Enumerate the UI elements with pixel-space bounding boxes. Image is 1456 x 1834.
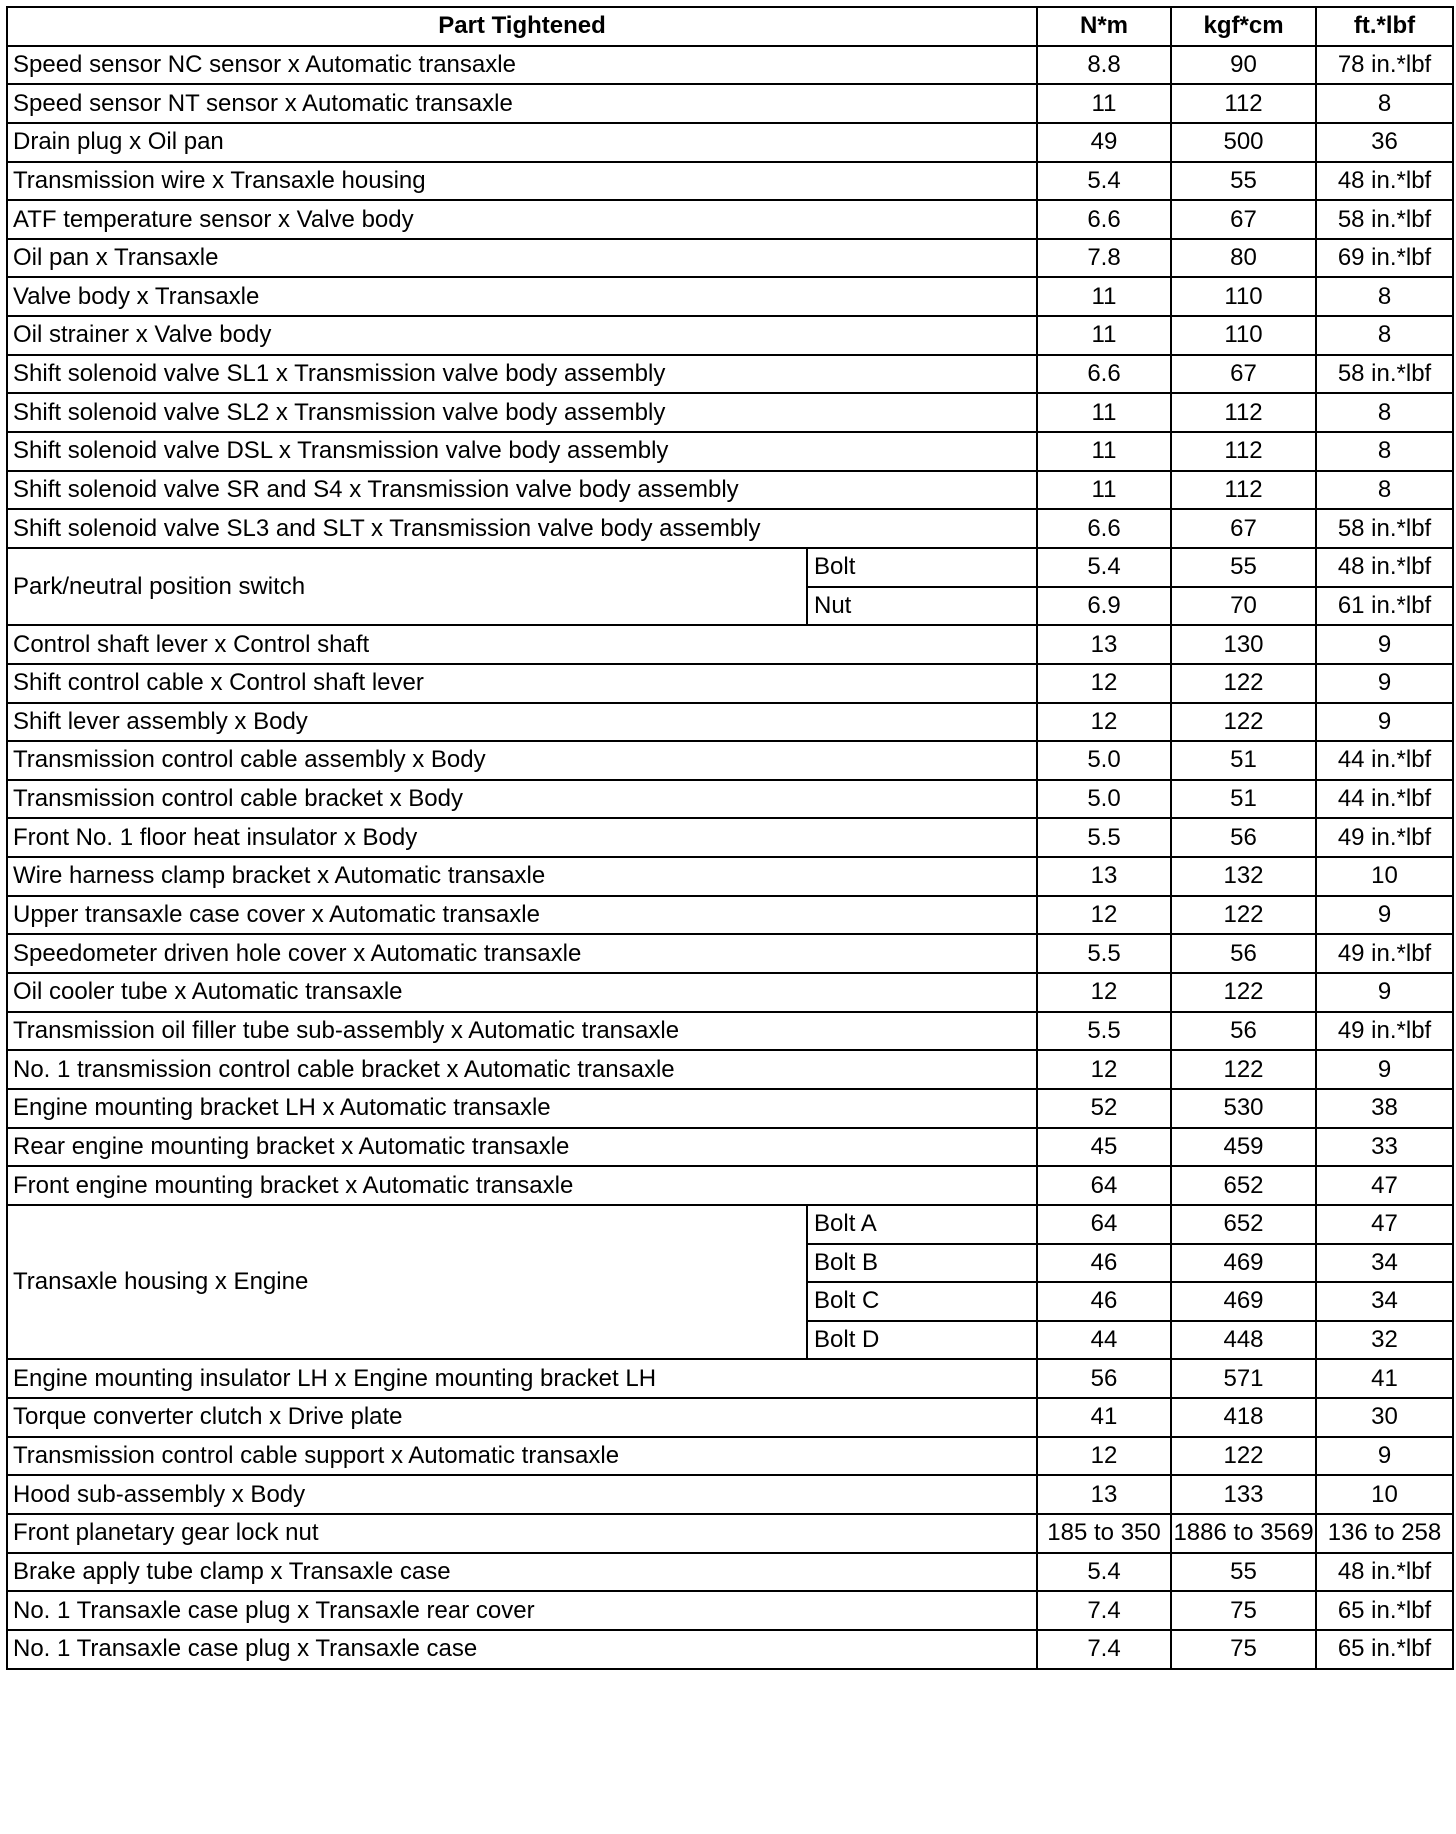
torque-kgf-cell: 122 xyxy=(1171,1050,1316,1089)
torque-nm-cell: 13 xyxy=(1037,857,1171,896)
torque-nm-cell: 7.4 xyxy=(1037,1630,1171,1669)
table-row xyxy=(7,818,1453,857)
torque-ft-cell: 8 xyxy=(1316,316,1453,355)
torque-kgf-cell: 110 xyxy=(1171,316,1316,355)
torque-ft-cell: 47 xyxy=(1316,1166,1453,1205)
torque-kgf-cell: 67 xyxy=(1171,509,1316,548)
torque-nm-cell: 45 xyxy=(1037,1128,1171,1167)
table-row xyxy=(7,471,1453,510)
torque-nm-cell: 5.4 xyxy=(1037,162,1171,201)
table-row xyxy=(7,548,1453,587)
part-name-cell: Torque converter clutch x Drive plate xyxy=(7,1398,1037,1437)
part-name-cell: Wire harness clamp bracket x Automatic transaxle xyxy=(7,857,1037,896)
torque-kgf-cell: 132 xyxy=(1171,857,1316,896)
torque-nm-cell: 12 xyxy=(1037,973,1171,1012)
part-name-cell: Shift solenoid valve SR and S4 x Transmission valve body assembly xyxy=(7,471,1037,510)
table-row xyxy=(7,277,1453,316)
table-row xyxy=(7,1553,1453,1592)
torque-nm-cell: 11 xyxy=(1037,471,1171,510)
torque-nm-cell: 46 xyxy=(1037,1282,1171,1321)
torque-ft-cell: 49 in.*lbf xyxy=(1316,1012,1453,1051)
table-row xyxy=(7,857,1453,896)
torque-nm-cell: 12 xyxy=(1037,664,1171,703)
part-name-cell: Control shaft lever x Control shaft xyxy=(7,625,1037,664)
fastener-label-cell: Bolt B xyxy=(807,1244,1037,1283)
part-name-cell: Transmission control cable bracket x Body xyxy=(7,780,1037,819)
torque-kgf-cell: 459 xyxy=(1171,1128,1316,1167)
torque-kgf-cell: 55 xyxy=(1171,1553,1316,1592)
torque-kgf-cell: 652 xyxy=(1171,1205,1316,1244)
torque-kgf-cell: 51 xyxy=(1171,780,1316,819)
part-name-cell: Drain plug x Oil pan xyxy=(7,123,1037,162)
torque-nm-cell: 5.0 xyxy=(1037,741,1171,780)
torque-nm-cell: 64 xyxy=(1037,1166,1171,1205)
part-name-cell: Engine mounting insulator LH x Engine mounting bracket LH xyxy=(7,1359,1037,1398)
torque-kgf-cell: 448 xyxy=(1171,1321,1316,1360)
part-name-cell: Engine mounting bracket LH x Automatic transaxle xyxy=(7,1089,1037,1128)
table-row xyxy=(7,1630,1453,1669)
torque-nm-cell: 44 xyxy=(1037,1321,1171,1360)
torque-kgf-cell: 112 xyxy=(1171,393,1316,432)
torque-ft-cell: 9 xyxy=(1316,703,1453,742)
part-name-cell: Shift control cable x Control shaft lever xyxy=(7,664,1037,703)
torque-kgf-cell: 55 xyxy=(1171,162,1316,201)
part-name-cell: Park/neutral position switch xyxy=(7,548,807,625)
torque-nm-cell: 5.5 xyxy=(1037,818,1171,857)
torque-ft-cell: 49 in.*lbf xyxy=(1316,818,1453,857)
torque-ft-cell: 48 in.*lbf xyxy=(1316,548,1453,587)
torque-nm-cell: 11 xyxy=(1037,316,1171,355)
torque-kgf-cell: 56 xyxy=(1171,1012,1316,1051)
table-row xyxy=(7,84,1453,123)
table-row xyxy=(7,703,1453,742)
table-row xyxy=(7,1050,1453,1089)
table-row xyxy=(7,123,1453,162)
torque-ft-cell: 30 xyxy=(1316,1398,1453,1437)
torque-ft-cell: 8 xyxy=(1316,432,1453,471)
part-name-cell: Shift solenoid valve SL3 and SLT x Transmission valve body assembly xyxy=(7,509,1037,548)
torque-ft-cell: 10 xyxy=(1316,857,1453,896)
part-name-cell: Rear engine mounting bracket x Automatic transaxle xyxy=(7,1128,1037,1167)
part-name-cell: Oil cooler tube x Automatic transaxle xyxy=(7,973,1037,1012)
torque-kgf-cell: 67 xyxy=(1171,200,1316,239)
torque-ft-cell: 33 xyxy=(1316,1128,1453,1167)
torque-spec-sheet xyxy=(6,6,1454,1670)
torque-nm-cell: 11 xyxy=(1037,432,1171,471)
torque-kgf-cell: 130 xyxy=(1171,625,1316,664)
torque-nm-cell: 12 xyxy=(1037,1437,1171,1476)
torque-nm-cell: 64 xyxy=(1037,1205,1171,1244)
torque-ft-cell: 34 xyxy=(1316,1282,1453,1321)
torque-ft-cell: 136 to 258 xyxy=(1316,1514,1453,1553)
torque-kgf-cell: 70 xyxy=(1171,587,1316,626)
torque-kgf-cell: 530 xyxy=(1171,1089,1316,1128)
torque-kgf-cell: 133 xyxy=(1171,1475,1316,1514)
torque-ft-cell: 9 xyxy=(1316,1050,1453,1089)
torque-nm-cell: 6.6 xyxy=(1037,509,1171,548)
torque-ft-cell: 8 xyxy=(1316,471,1453,510)
table-row xyxy=(7,1205,1453,1244)
torque-nm-cell: 11 xyxy=(1037,277,1171,316)
torque-kgf-cell: 67 xyxy=(1171,355,1316,394)
torque-kgf-cell: 56 xyxy=(1171,934,1316,973)
table-row xyxy=(7,973,1453,1012)
torque-kgf-cell: 571 xyxy=(1171,1359,1316,1398)
part-name-cell: ATF temperature sensor x Valve body xyxy=(7,200,1037,239)
torque-nm-cell: 6.6 xyxy=(1037,200,1171,239)
part-name-cell: Brake apply tube clamp x Transaxle case xyxy=(7,1553,1037,1592)
torque-nm-cell: 6.9 xyxy=(1037,587,1171,626)
table-header-row xyxy=(7,7,1453,46)
table-row xyxy=(7,509,1453,548)
table-row xyxy=(7,200,1453,239)
table-row xyxy=(7,1398,1453,1437)
torque-ft-cell: 9 xyxy=(1316,625,1453,664)
torque-ft-cell: 36 xyxy=(1316,123,1453,162)
torque-nm-cell: 13 xyxy=(1037,1475,1171,1514)
torque-kgf-cell: 112 xyxy=(1171,432,1316,471)
part-name-cell: Transmission control cable support x Automatic transaxle xyxy=(7,1437,1037,1476)
table-row xyxy=(7,1514,1453,1553)
fastener-label-cell: Bolt D xyxy=(807,1321,1037,1360)
torque-nm-cell: 13 xyxy=(1037,625,1171,664)
torque-ft-cell: 58 in.*lbf xyxy=(1316,509,1453,548)
part-name-cell: Transmission wire x Transaxle housing xyxy=(7,162,1037,201)
table-row xyxy=(7,46,1453,85)
header-kgf-cm: kgf*cm xyxy=(1171,7,1316,46)
torque-nm-cell: 7.4 xyxy=(1037,1591,1171,1630)
torque-kgf-cell: 55 xyxy=(1171,548,1316,587)
part-name-cell: No. 1 Transaxle case plug x Transaxle rear cover xyxy=(7,1591,1037,1630)
torque-kgf-cell: 418 xyxy=(1171,1398,1316,1437)
torque-kgf-cell: 122 xyxy=(1171,664,1316,703)
torque-nm-cell: 7.8 xyxy=(1037,239,1171,278)
part-name-cell: Hood sub-assembly x Body xyxy=(7,1475,1037,1514)
part-name-cell: Transmission control cable assembly x Body xyxy=(7,741,1037,780)
table-row xyxy=(7,355,1453,394)
table-row xyxy=(7,664,1453,703)
table-row xyxy=(7,625,1453,664)
header-ft-lbf: ft.*lbf xyxy=(1316,7,1453,46)
torque-ft-cell: 61 in.*lbf xyxy=(1316,587,1453,626)
torque-ft-cell: 8 xyxy=(1316,277,1453,316)
part-name-cell: Speedometer driven hole cover x Automatic transaxle xyxy=(7,934,1037,973)
part-name-cell: Valve body x Transaxle xyxy=(7,277,1037,316)
torque-ft-cell: 78 in.*lbf xyxy=(1316,46,1453,85)
torque-ft-cell: 58 in.*lbf xyxy=(1316,355,1453,394)
torque-ft-cell: 10 xyxy=(1316,1475,1453,1514)
torque-kgf-cell: 469 xyxy=(1171,1282,1316,1321)
torque-kgf-cell: 80 xyxy=(1171,239,1316,278)
torque-nm-cell: 41 xyxy=(1037,1398,1171,1437)
table-row xyxy=(7,239,1453,278)
torque-kgf-cell: 112 xyxy=(1171,84,1316,123)
torque-ft-cell: 38 xyxy=(1316,1089,1453,1128)
torque-ft-cell: 49 in.*lbf xyxy=(1316,934,1453,973)
torque-nm-cell: 5.5 xyxy=(1037,934,1171,973)
torque-nm-cell: 5.0 xyxy=(1037,780,1171,819)
torque-nm-cell: 12 xyxy=(1037,1050,1171,1089)
table-row xyxy=(7,1359,1453,1398)
table-row xyxy=(7,1128,1453,1167)
torque-ft-cell: 48 in.*lbf xyxy=(1316,1553,1453,1592)
torque-kgf-cell: 75 xyxy=(1171,1591,1316,1630)
table-row xyxy=(7,1475,1453,1514)
torque-ft-cell: 69 in.*lbf xyxy=(1316,239,1453,278)
torque-spec-table xyxy=(6,6,1454,1670)
torque-nm-cell: 5.4 xyxy=(1037,548,1171,587)
part-name-cell: Speed sensor NC sensor x Automatic transaxle xyxy=(7,46,1037,85)
table-row xyxy=(7,432,1453,471)
torque-nm-cell: 6.6 xyxy=(1037,355,1171,394)
torque-kgf-cell: 122 xyxy=(1171,973,1316,1012)
torque-nm-cell: 185 to 350 xyxy=(1037,1514,1171,1553)
torque-ft-cell: 41 xyxy=(1316,1359,1453,1398)
torque-nm-cell: 52 xyxy=(1037,1089,1171,1128)
torque-kgf-cell: 110 xyxy=(1171,277,1316,316)
table-row xyxy=(7,1591,1453,1630)
part-name-cell: Front No. 1 floor heat insulator x Body xyxy=(7,818,1037,857)
part-name-cell: No. 1 transmission control cable bracket x Automatic transaxle xyxy=(7,1050,1037,1089)
table-row xyxy=(7,896,1453,935)
torque-kgf-cell: 469 xyxy=(1171,1244,1316,1283)
torque-nm-cell: 8.8 xyxy=(1037,46,1171,85)
part-name-cell: Upper transaxle case cover x Automatic transaxle xyxy=(7,896,1037,935)
part-name-cell: Oil pan x Transaxle xyxy=(7,239,1037,278)
part-name-cell: Shift lever assembly x Body xyxy=(7,703,1037,742)
torque-ft-cell: 65 in.*lbf xyxy=(1316,1591,1453,1630)
torque-ft-cell: 9 xyxy=(1316,664,1453,703)
torque-kgf-cell: 112 xyxy=(1171,471,1316,510)
part-name-cell: Shift solenoid valve SL1 x Transmission valve body assembly xyxy=(7,355,1037,394)
table-row xyxy=(7,1089,1453,1128)
fastener-label-cell: Bolt A xyxy=(807,1205,1037,1244)
torque-nm-cell: 11 xyxy=(1037,393,1171,432)
torque-ft-cell: 9 xyxy=(1316,896,1453,935)
torque-nm-cell: 46 xyxy=(1037,1244,1171,1283)
torque-ft-cell: 9 xyxy=(1316,1437,1453,1476)
header-part-tightened: Part Tightened xyxy=(7,7,1037,46)
part-name-cell: Shift solenoid valve SL2 x Transmission valve body assembly xyxy=(7,393,1037,432)
torque-nm-cell: 5.5 xyxy=(1037,1012,1171,1051)
fastener-label-cell: Nut xyxy=(807,587,1037,626)
torque-kgf-cell: 122 xyxy=(1171,1437,1316,1476)
table-row xyxy=(7,780,1453,819)
torque-ft-cell: 44 in.*lbf xyxy=(1316,780,1453,819)
torque-ft-cell: 32 xyxy=(1316,1321,1453,1360)
part-name-cell: Shift solenoid valve DSL x Transmission valve body assembly xyxy=(7,432,1037,471)
fastener-label-cell: Bolt C xyxy=(807,1282,1037,1321)
torque-kgf-cell: 652 xyxy=(1171,1166,1316,1205)
torque-nm-cell: 56 xyxy=(1037,1359,1171,1398)
torque-kgf-cell: 1886 to 3569 xyxy=(1171,1514,1316,1553)
torque-kgf-cell: 56 xyxy=(1171,818,1316,857)
part-name-cell: Oil strainer x Valve body xyxy=(7,316,1037,355)
torque-kgf-cell: 75 xyxy=(1171,1630,1316,1669)
torque-ft-cell: 9 xyxy=(1316,973,1453,1012)
torque-ft-cell: 8 xyxy=(1316,393,1453,432)
torque-kgf-cell: 51 xyxy=(1171,741,1316,780)
table-row xyxy=(7,1012,1453,1051)
torque-ft-cell: 34 xyxy=(1316,1244,1453,1283)
torque-ft-cell: 65 in.*lbf xyxy=(1316,1630,1453,1669)
table-row xyxy=(7,316,1453,355)
table-row xyxy=(7,162,1453,201)
header-nm: N*m xyxy=(1037,7,1171,46)
part-name-cell: Front engine mounting bracket x Automatic transaxle xyxy=(7,1166,1037,1205)
table-body xyxy=(7,46,1453,1669)
table-row xyxy=(7,934,1453,973)
torque-kgf-cell: 122 xyxy=(1171,896,1316,935)
part-name-cell: Transmission oil filler tube sub-assembly x Automatic transaxle xyxy=(7,1012,1037,1051)
torque-nm-cell: 49 xyxy=(1037,123,1171,162)
table-row xyxy=(7,393,1453,432)
torque-ft-cell: 8 xyxy=(1316,84,1453,123)
torque-ft-cell: 44 in.*lbf xyxy=(1316,741,1453,780)
torque-kgf-cell: 90 xyxy=(1171,46,1316,85)
torque-ft-cell: 48 in.*lbf xyxy=(1316,162,1453,201)
part-name-cell: Transaxle housing x Engine xyxy=(7,1205,807,1360)
fastener-label-cell: Bolt xyxy=(807,548,1037,587)
part-name-cell: No. 1 Transaxle case plug x Transaxle case xyxy=(7,1630,1037,1669)
part-name-cell: Front planetary gear lock nut xyxy=(7,1514,1037,1553)
table-row xyxy=(7,1437,1453,1476)
torque-kgf-cell: 122 xyxy=(1171,703,1316,742)
table-row xyxy=(7,1166,1453,1205)
table-row xyxy=(7,741,1453,780)
torque-nm-cell: 5.4 xyxy=(1037,1553,1171,1592)
torque-kgf-cell: 500 xyxy=(1171,123,1316,162)
torque-nm-cell: 12 xyxy=(1037,703,1171,742)
part-name-cell: Speed sensor NT sensor x Automatic transaxle xyxy=(7,84,1037,123)
torque-ft-cell: 47 xyxy=(1316,1205,1453,1244)
torque-nm-cell: 11 xyxy=(1037,84,1171,123)
torque-ft-cell: 58 in.*lbf xyxy=(1316,200,1453,239)
torque-nm-cell: 12 xyxy=(1037,896,1171,935)
